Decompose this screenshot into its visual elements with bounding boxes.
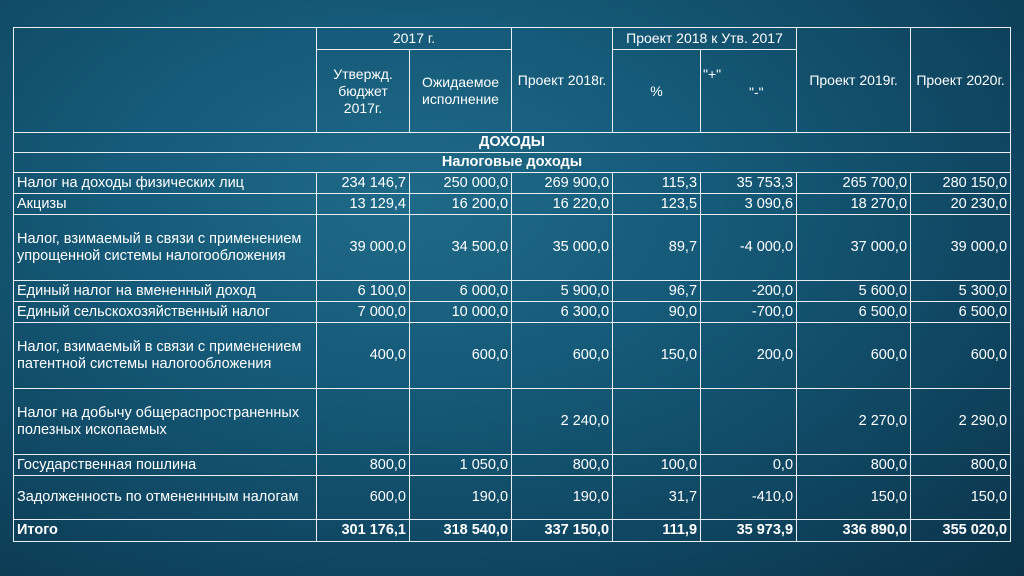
cell-project-2020: 20 230,0 (911, 194, 1011, 215)
cell-expected: 16 200,0 (410, 194, 512, 215)
header-minus: "-" (749, 84, 764, 100)
cell-diff: -410,0 (701, 476, 797, 520)
cell-diff: 3 090,6 (701, 194, 797, 215)
cell-project-2018: 600,0 (512, 323, 613, 389)
cell-project-2018: 6 300,0 (512, 302, 613, 323)
total-project-2020: 355 020,0 (911, 520, 1011, 542)
cell-approved-2017: 6 100,0 (317, 281, 410, 302)
cell-approved-2017: 39 000,0 (317, 215, 410, 281)
budget-table-container (13, 27, 1010, 542)
row-name: Налог на добычу общераспространенных полезных ископаемых (14, 389, 317, 455)
cell-expected: 10 000,0 (410, 302, 512, 323)
cell-expected: 34 500,0 (410, 215, 512, 281)
cell-project-2020: 5 300,0 (911, 281, 1011, 302)
cell-expected: 6 000,0 (410, 281, 512, 302)
cell-expected: 1 050,0 (410, 455, 512, 476)
table-row (14, 215, 1011, 281)
cell-project-2020: 280 150,0 (911, 173, 1011, 194)
table-row (14, 476, 1011, 520)
row-name: Единый сельскохозяйственный налог (14, 302, 317, 323)
cell-pct (613, 389, 701, 455)
cell-project-2019: 265 700,0 (797, 173, 911, 194)
cell-project-2020: 39 000,0 (911, 215, 1011, 281)
header-expected: Ожидаемое исполнение (410, 50, 512, 133)
header-blank-cell (14, 28, 317, 133)
table-row (14, 173, 1011, 194)
cell-approved-2017 (317, 389, 410, 455)
cell-pct: 100,0 (613, 455, 701, 476)
cell-diff: -700,0 (701, 302, 797, 323)
cell-project-2020: 6 500,0 (911, 302, 1011, 323)
total-approved-2017: 301 176,1 (317, 520, 410, 542)
cell-project-2018: 5 900,0 (512, 281, 613, 302)
cell-diff: 200,0 (701, 323, 797, 389)
cell-project-2018: 269 900,0 (512, 173, 613, 194)
row-name: Налог, взимаемый в связи с применением упрощенной системы налогообложения (14, 215, 317, 281)
table-row (14, 455, 1011, 476)
cell-project-2019: 150,0 (797, 476, 911, 520)
cell-pct: 150,0 (613, 323, 701, 389)
cell-project-2020: 600,0 (911, 323, 1011, 389)
cell-pct: 89,7 (613, 215, 701, 281)
row-name: Акцизы (14, 194, 317, 215)
cell-project-2020: 2 290,0 (911, 389, 1011, 455)
cell-expected (410, 389, 512, 455)
cell-project-2019: 2 270,0 (797, 389, 911, 455)
cell-expected: 600,0 (410, 323, 512, 389)
header-project-2018: Проект 2018г. (512, 28, 613, 133)
total-name: Итого (14, 520, 317, 542)
cell-diff: -4 000,0 (701, 215, 797, 281)
cell-approved-2017: 600,0 (317, 476, 410, 520)
cell-project-2020: 800,0 (911, 455, 1011, 476)
cell-project-2019: 5 600,0 (797, 281, 911, 302)
header-project-2019: Проект 2019г. (797, 28, 911, 133)
cell-pct: 123,5 (613, 194, 701, 215)
header-approved-2017: Утвержд. бюджет 2017г. (317, 50, 410, 133)
row-name: Налог, взимаемый в связи с применением патентной системы налогообложения (14, 323, 317, 389)
cell-project-2018: 800,0 (512, 455, 613, 476)
row-name: Государственная пошлина (14, 455, 317, 476)
table-row (14, 281, 1011, 302)
header-project-vs-approved: Проект 2018 к Утв. 2017 (613, 28, 797, 50)
cell-diff: 35 753,3 (701, 173, 797, 194)
header-pct: % (613, 50, 701, 133)
cell-diff (701, 389, 797, 455)
cell-project-2020: 150,0 (911, 476, 1011, 520)
cell-pct: 90,0 (613, 302, 701, 323)
cell-pct: 96,7 (613, 281, 701, 302)
table-row (14, 194, 1011, 215)
header-project-2020: Проект 2020г. (911, 28, 1011, 133)
cell-approved-2017: 7 000,0 (317, 302, 410, 323)
cell-approved-2017: 400,0 (317, 323, 410, 389)
cell-project-2019: 37 000,0 (797, 215, 911, 281)
total-expected: 318 540,0 (410, 520, 512, 542)
cell-project-2018: 190,0 (512, 476, 613, 520)
total-project-2019: 336 890,0 (797, 520, 911, 542)
total-row (14, 520, 1011, 542)
cell-project-2018: 16 220,0 (512, 194, 613, 215)
row-name: Налог на доходы физических лиц (14, 173, 317, 194)
cell-project-2019: 6 500,0 (797, 302, 911, 323)
cell-approved-2017: 800,0 (317, 455, 410, 476)
cell-pct: 115,3 (613, 173, 701, 194)
total-diff: 35 973,9 (701, 520, 797, 542)
cell-project-2018: 2 240,0 (512, 389, 613, 455)
cell-project-2018: 35 000,0 (512, 215, 613, 281)
header-year-2017: 2017 г. (317, 28, 512, 50)
cell-project-2019: 800,0 (797, 455, 911, 476)
cell-pct: 31,7 (613, 476, 701, 520)
cell-diff: -200,0 (701, 281, 797, 302)
cell-project-2019: 600,0 (797, 323, 911, 389)
total-project-2018: 337 150,0 (512, 520, 613, 542)
header-plus-minus (701, 50, 797, 133)
cell-project-2019: 18 270,0 (797, 194, 911, 215)
table-row (14, 323, 1011, 389)
section-income: ДОХОДЫ (14, 133, 1011, 153)
cell-expected: 250 000,0 (410, 173, 512, 194)
cell-diff: 0,0 (701, 455, 797, 476)
row-name: Единый налог на вмененный доход (14, 281, 317, 302)
cell-approved-2017: 234 146,7 (317, 173, 410, 194)
section-tax-income: Налоговые доходы (14, 153, 1011, 173)
table-row (14, 389, 1011, 455)
header-plus: "+" (703, 66, 722, 82)
budget-table (13, 27, 1011, 542)
cell-approved-2017: 13 129,4 (317, 194, 410, 215)
total-pct: 111,9 (613, 520, 701, 542)
table-row (14, 302, 1011, 323)
cell-expected: 190,0 (410, 476, 512, 520)
row-name: Задолженность по отмененнным налогам (14, 476, 317, 520)
